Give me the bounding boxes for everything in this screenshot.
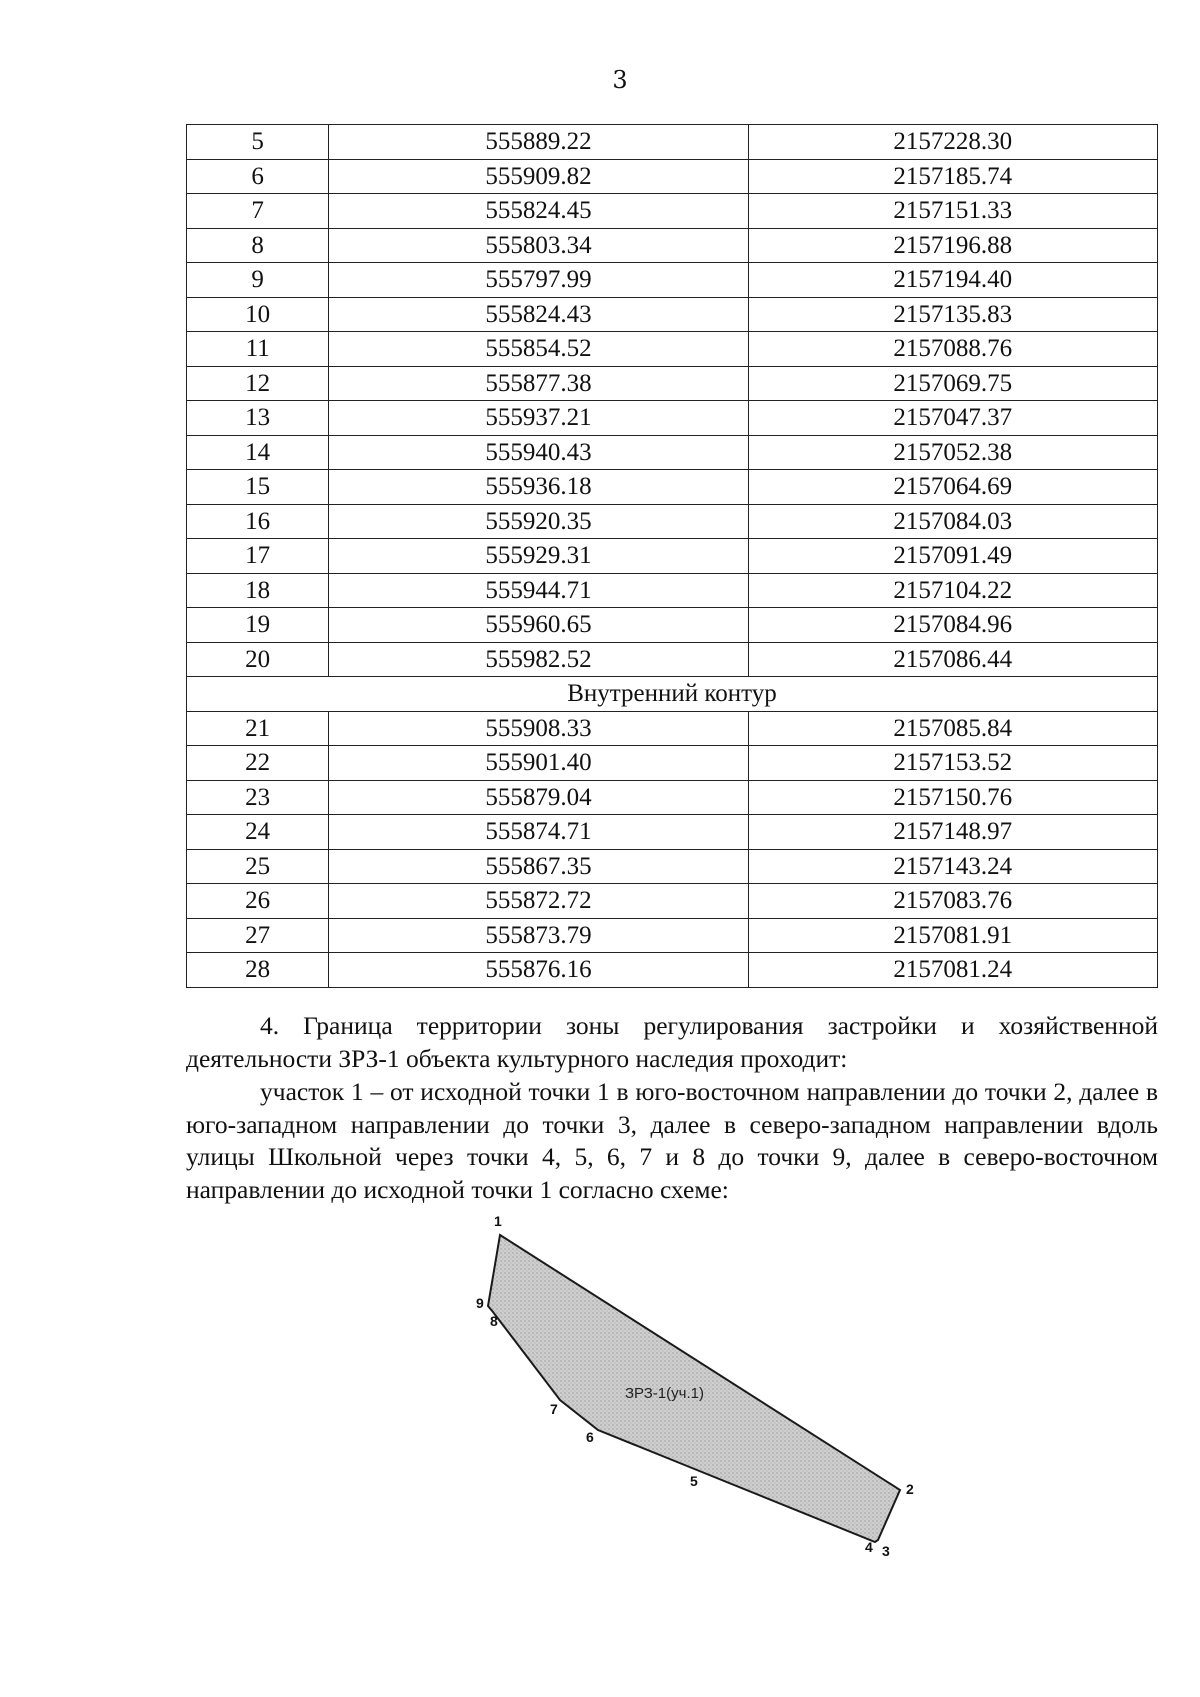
y-coordinate-cell: 2157150.76	[748, 780, 1157, 815]
x-coordinate-cell: 555879.04	[329, 780, 748, 815]
y-coordinate-cell: 2157143.24	[748, 849, 1157, 884]
point-number-cell: 10	[187, 297, 329, 332]
point-number-cell: 9	[187, 263, 329, 298]
point-label-3: 3	[882, 1543, 890, 1559]
y-coordinate-cell: 2157085.84	[748, 711, 1157, 746]
x-coordinate-cell: 555944.71	[329, 573, 748, 608]
x-coordinate-cell: 555909.82	[329, 159, 748, 194]
point-number-cell: 23	[187, 780, 329, 815]
table-row	[187, 159, 1158, 194]
y-coordinate-cell: 2157083.76	[748, 884, 1157, 919]
zone-scheme	[420, 1200, 940, 1580]
point-number-cell: 20	[187, 642, 329, 677]
y-coordinate-cell: 2157151.33	[748, 194, 1157, 229]
point-label-9: 9	[476, 1295, 484, 1311]
table-row	[187, 263, 1158, 298]
point-number-cell: 12	[187, 366, 329, 401]
x-coordinate-cell: 555872.72	[329, 884, 748, 919]
paragraph-boundary-intro: 4. Граница территории зоны регулирования застройки и хозяйственной деятельности ЗРЗ-1 объекта культурного наследия проходит:	[186, 1011, 1158, 1073]
y-coordinate-cell: 2157084.03	[748, 504, 1157, 539]
y-coordinate-cell: 2157088.76	[748, 332, 1157, 367]
point-number-cell: 14	[187, 435, 329, 470]
table-row	[187, 504, 1158, 539]
y-coordinate-cell: 2157069.75	[748, 366, 1157, 401]
point-number-cell: 5	[187, 125, 329, 160]
table-row	[187, 228, 1158, 263]
y-coordinate-cell: 2157104.22	[748, 573, 1157, 608]
y-coordinate-cell: 2157228.30	[748, 125, 1157, 160]
table-row	[187, 642, 1158, 677]
x-coordinate-cell: 555877.38	[329, 366, 748, 401]
point-number-cell: 11	[187, 332, 329, 367]
y-coordinate-cell: 2157086.44	[748, 642, 1157, 677]
y-coordinate-cell: 2157084.96	[748, 608, 1157, 643]
x-coordinate-cell: 555937.21	[329, 401, 748, 436]
point-number-cell: 17	[187, 539, 329, 574]
y-coordinate-cell: 2157052.38	[748, 435, 1157, 470]
x-coordinate-cell: 555824.43	[329, 297, 748, 332]
table-row	[187, 746, 1158, 781]
x-coordinate-cell: 555876.16	[329, 953, 748, 988]
point-label-7: 7	[550, 1401, 558, 1417]
x-coordinate-cell: 555873.79	[329, 918, 748, 953]
table-row	[187, 194, 1158, 229]
table-row	[187, 815, 1158, 850]
coordinates-table	[186, 124, 1158, 988]
table-row	[187, 711, 1158, 746]
table-row	[187, 539, 1158, 574]
point-label-1: 1	[494, 1213, 502, 1229]
x-coordinate-cell: 555936.18	[329, 470, 748, 505]
point-label-8: 8	[490, 1313, 498, 1329]
point-label-6: 6	[586, 1429, 594, 1445]
table-row	[187, 366, 1158, 401]
table-row	[187, 297, 1158, 332]
x-coordinate-cell: 555901.40	[329, 746, 748, 781]
x-coordinate-cell: 555889.22	[329, 125, 748, 160]
point-number-cell: 16	[187, 504, 329, 539]
table-row	[187, 780, 1158, 815]
table-row	[187, 435, 1158, 470]
section-header-row	[187, 677, 1158, 712]
zone-label: ЗРЗ-1(уч.1)	[625, 1385, 704, 1402]
x-coordinate-cell: 555854.52	[329, 332, 748, 367]
table-row	[187, 125, 1158, 160]
y-coordinate-cell: 2157064.69	[748, 470, 1157, 505]
y-coordinate-cell: 2157185.74	[748, 159, 1157, 194]
table-row	[187, 401, 1158, 436]
y-coordinate-cell: 2157081.91	[748, 918, 1157, 953]
table-row	[187, 884, 1158, 919]
y-coordinate-cell: 2157194.40	[748, 263, 1157, 298]
x-coordinate-cell: 555867.35	[329, 849, 748, 884]
point-number-cell: 22	[187, 746, 329, 781]
point-number-cell: 7	[187, 194, 329, 229]
point-label-2: 2	[906, 1481, 914, 1497]
point-number-cell: 13	[187, 401, 329, 436]
table-row	[187, 953, 1158, 988]
x-coordinate-cell: 555929.31	[329, 539, 748, 574]
point-number-cell: 26	[187, 884, 329, 919]
point-label-4: 4	[865, 1539, 873, 1555]
point-number-cell: 21	[187, 711, 329, 746]
y-coordinate-cell: 2157091.49	[748, 539, 1157, 574]
point-label-5: 5	[690, 1473, 698, 1489]
y-coordinate-cell: 2157047.37	[748, 401, 1157, 436]
x-coordinate-cell: 555824.45	[329, 194, 748, 229]
y-coordinate-cell: 2157148.97	[748, 815, 1157, 850]
table-row	[187, 573, 1158, 608]
paragraph-section-1: участок 1 – от исходной точки 1 в юго-восточном направлении до точки 2, далее в юго-западном направлении до точки 3, далее в северо-западном направлении вдоль улицы Школьной через точки 4, 5, 6, 7 и 8 до точки 9, далее в северо-восточном направлении до исходной точки 1 согласно схеме:	[186, 1077, 1158, 1204]
x-coordinate-cell: 555908.33	[329, 711, 748, 746]
point-number-cell: 28	[187, 953, 329, 988]
table-row	[187, 608, 1158, 643]
y-coordinate-cell: 2157135.83	[748, 297, 1157, 332]
coordinates-table-body	[187, 125, 1158, 988]
point-number-cell: 8	[187, 228, 329, 263]
point-number-cell: 18	[187, 573, 329, 608]
point-number-cell: 15	[187, 470, 329, 505]
point-number-cell: 24	[187, 815, 329, 850]
point-number-cell: 19	[187, 608, 329, 643]
y-coordinate-cell: 2157153.52	[748, 746, 1157, 781]
point-number-cell: 25	[187, 849, 329, 884]
section-label: Внутренний контур	[187, 677, 1158, 712]
page-number: 3	[612, 66, 628, 94]
x-coordinate-cell: 555982.52	[329, 642, 748, 677]
y-coordinate-cell: 2157196.88	[748, 228, 1157, 263]
point-number-cell: 27	[187, 918, 329, 953]
x-coordinate-cell: 555797.99	[329, 263, 748, 298]
table-row	[187, 332, 1158, 367]
x-coordinate-cell: 555940.43	[329, 435, 748, 470]
table-row	[187, 849, 1158, 884]
y-coordinate-cell: 2157081.24	[748, 953, 1157, 988]
point-number-cell: 6	[187, 159, 329, 194]
table-row	[187, 470, 1158, 505]
x-coordinate-cell: 555874.71	[329, 815, 748, 850]
x-coordinate-cell: 555960.65	[329, 608, 748, 643]
x-coordinate-cell: 555920.35	[329, 504, 748, 539]
table-row	[187, 918, 1158, 953]
x-coordinate-cell: 555803.34	[329, 228, 748, 263]
